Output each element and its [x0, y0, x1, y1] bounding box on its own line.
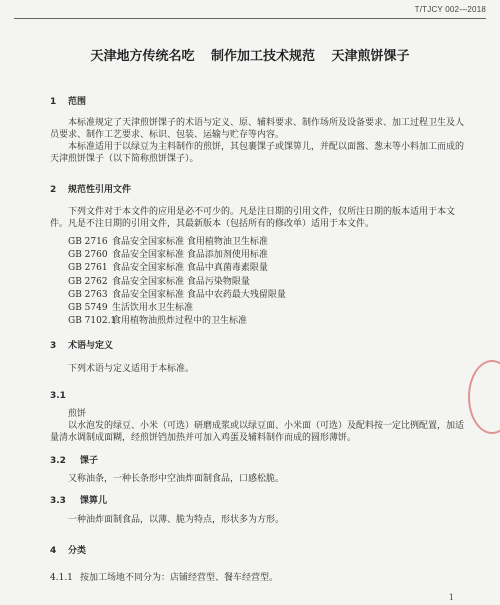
- section-number: 4: [50, 546, 57, 556]
- section-1-heading: [50, 96, 86, 108]
- reference-list: [68, 236, 286, 328]
- reference-name: 食品安全国家标准 食品中农药最大残留限量: [112, 289, 286, 300]
- clause-4-1-1: [50, 572, 468, 584]
- reference-code: GB 7102.1: [68, 316, 117, 327]
- section-1-para-1: 本标准规定了天津煎饼馃子的术语与定义、原、辅料要求、制作场所及设备要求、加工过程卫生及人员要求、制作工艺要求、标识、包装、运输与贮存等内容。: [50, 118, 465, 140]
- term-number: 3.3: [50, 496, 66, 506]
- section-number: 3: [50, 341, 57, 351]
- term-name: 馃子: [80, 456, 99, 466]
- reference-name: 食品安全国家标准 食品添加剂使用标准: [112, 250, 268, 261]
- reference-item: [68, 262, 286, 275]
- section-number: 1: [50, 97, 57, 107]
- term-3-3-heading: [50, 495, 107, 507]
- reference-item: [68, 289, 286, 302]
- reference-code: GB 2763: [68, 289, 108, 300]
- reference-code: GB 2761: [68, 263, 108, 274]
- title-part-product: 天津煎饼馃子: [331, 49, 410, 64]
- section-title: 规范性引用文件: [68, 185, 132, 195]
- reference-code: GB 2716: [68, 237, 108, 247]
- section-2-heading: [50, 184, 131, 196]
- section-1-para-2: 本标准适用于以绿豆为主料制作的煎饼，其包裹馃子或馃箅儿，并配以面酱、葱末等小料加工而成的天津煎饼馃子（以下简称煎饼馃子）。: [50, 142, 465, 164]
- reference-item: [68, 249, 286, 262]
- term-name: 馃箅儿: [80, 496, 108, 506]
- section-4-heading: [50, 545, 86, 557]
- term-3-2-heading: [50, 455, 98, 467]
- reference-name: 食品安全国家标准 食品污染物限量: [112, 276, 250, 287]
- page-number: 1: [448, 593, 454, 602]
- reference-code: GB 5749: [68, 302, 108, 313]
- reference-item: [68, 315, 286, 328]
- document-title: [0, 45, 500, 64]
- reference-name: 食品安全国家标准 食用植物油卫生标准: [112, 237, 268, 247]
- title-part-region: 天津地方传统名吃: [90, 49, 195, 64]
- term-3-2-definition: 又称油条，一种长条形中空油炸面制食品，口感松脆。: [68, 474, 285, 484]
- term-number: 3.2: [50, 456, 66, 466]
- header-rule: [14, 18, 486, 19]
- section-2-para-1: 下列文件对于本文件的应用是必不可少的。凡是注日期的引用文件，仅所注日期的版本适用于本文件。凡是不注日期的引用文件，其最新版本（包括所有的修改单）适用于本文件。: [50, 207, 456, 229]
- term-3-1-name: 煎饼: [68, 409, 87, 419]
- reference-item: [68, 302, 286, 315]
- reference-name: 食用植物油煎炸过程中的卫生标准: [112, 316, 248, 327]
- reference-code: GB 2762: [68, 276, 108, 287]
- section-number: 2: [50, 185, 57, 195]
- section-title: 术语与定义: [68, 341, 114, 351]
- reference-name: 食品安全国家标准 食品中真菌毒素限量: [112, 263, 268, 274]
- clause-number: 4.1.1: [50, 573, 73, 583]
- section-title: 分类: [68, 546, 87, 556]
- reference-code: GB 2760: [68, 250, 108, 261]
- reference-item: [68, 236, 286, 249]
- section-3-para-1: 下列术语与定义适用于本标准。: [68, 364, 195, 374]
- term-3-3-definition: 一种油炸面制食品，以薄、脆为特点，形状多为方形。: [68, 515, 285, 525]
- red-seal-stamp: [468, 360, 500, 434]
- section-3-heading: [50, 340, 113, 352]
- section-title: 范围: [68, 97, 87, 107]
- document-code: T/TJCY 002—2018: [414, 5, 486, 14]
- reference-name: 生活饮用水卫生标准: [112, 302, 194, 313]
- term-3-1-number: 3.1: [50, 391, 66, 401]
- reference-item: [68, 276, 286, 289]
- title-part-spec: 制作加工技术规范: [210, 49, 315, 64]
- term-3-1-definition: 以水泡发的绿豆、小米（可选）研磨成浆或以绿豆面、小米面（可选）及配料按一定比例配置，加适量清水调制成面糊，经煎饼铛加热并可加入鸡蛋及辅料制作而成的圆形薄饼。: [50, 421, 465, 443]
- clause-text: 按加工场地不同分为：店铺经营型、餐车经营型。: [80, 573, 279, 583]
